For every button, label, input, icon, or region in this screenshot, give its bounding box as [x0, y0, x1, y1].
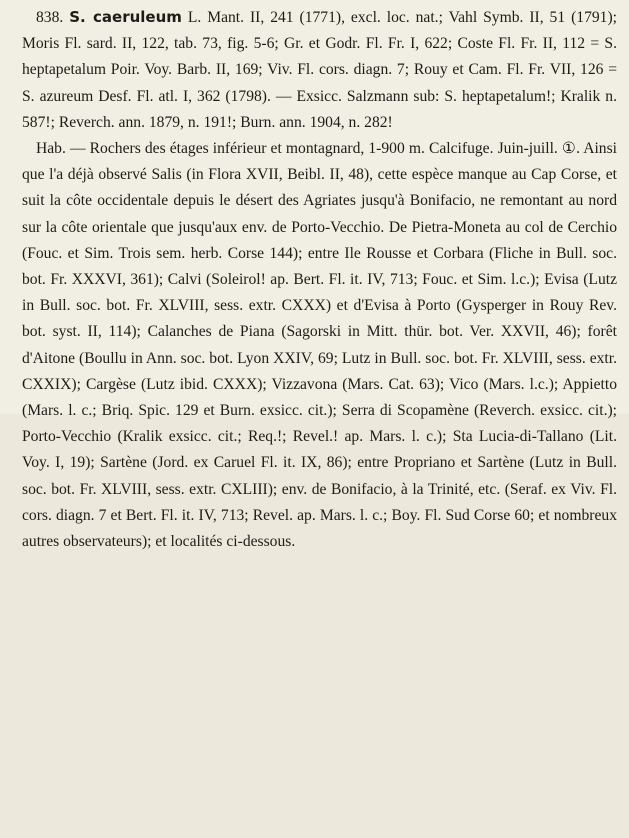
entry-citation: L. Mant. II, 241 (1771), excl. loc. nat.; Vahl Symb. II, 51 (1791); Moris Fl. sard. II, 122, tab. 73, fig. 5-6; Gr. et Godr. Fl. Fr. I, 622; Coste Fl. Fr. II, 112 = S. heptapetalum Poir. Voy. Barb. II, 169; Viv. Fl. cors. diagn. 7; Rouy et Cam. Fl. Fr. VII, 126 = S. azureum Desf. Fl. atl. I, 362 (1798). — Exsicc. Salzmann sub: S. heptapetalum!; Kralik n. 587!; Reverch. ann. 1879, n. 191!; Burn. ann. 1904, n. 282! [22, 9, 617, 131]
species-entry [22, 4, 617, 136]
species-name: S. caeruleum [69, 8, 182, 26]
habitat-paragraph: Hab. — Rochers des étages inférieur et montagnard, 1-900 m. Calcifuge. Juin-juill. ①. Ainsi que l'a déjà observé Salis (in Flora XVII, Beibl. II, 48), cette espèce manque au Cap Corse, et suit la côte occidentale depuis le désert des Agriates jusqu'à Bonifacio, ne remontant au nord sur la côte orientale que jusqu'aux env. de Porto-Vecchio. De Pietra-Moneta au col de Cerchio (Fouc. et Sim. Trois sem. herb. Corse 144); entre Ile Rousse et Corbara (Fliche in Bull. soc. bot. Fr. XXXVI, 361); Calvi (Soleirol! ap. Bert. Fl. it. IV, 713; Fouc. et Sim. l.c.); Evisa (Lutz in Bull. soc. bot. Fr. XLVIII, sess. extr. CXXX) et d'Evisa à Porto (Gysperger in Rouy Rev. bot. syst. II, 114); Calanches de Piana (Sagorski in Mitt. thür. bot. Ver. XXVII, 46); forêt d'Aitone (Boullu in Ann. soc. bot. Lyon XXIV, 69; Lutz in Bull. soc. bot. Fr. XLVIII, sess. extr. CXXIX); Cargèse (Lutz ibid. CXXX); Vizzavona (Mars. Cat. 63); Vico (Mars. l.c.); Appietto (Mars. l. c.; Briq. Spic. 129 et Burn. exsicc. cit.); Serra di Scopamène (Reverch. exsicc. cit.); Porto-Vecchio (Kralik exsicc. cit.; Req.!; Revel.! ap. Mars. l. c.); Sta Lucia-di-Tallano (Lit. Voy. I, 19); Sartène (Jord. ex Caruel Fl. it. IX, 86); entre Propriano et Sartène (Lutz in Bull. soc. bot. Fr. XLVIII, sess. extr. CXLIII); env. de Bonifacio, à la Trinité, etc. (Seraf. ex Viv. Fl. cors. diagn. 7 et Bert. Fl. it. IV, 713; Revel. ap. Mars. l. c.; Boy. Fl. Sud Corse 60; et nombreux autres observateurs); et localités ci-dessous. [22, 140, 617, 551]
entry-number: 838. [36, 9, 64, 26]
